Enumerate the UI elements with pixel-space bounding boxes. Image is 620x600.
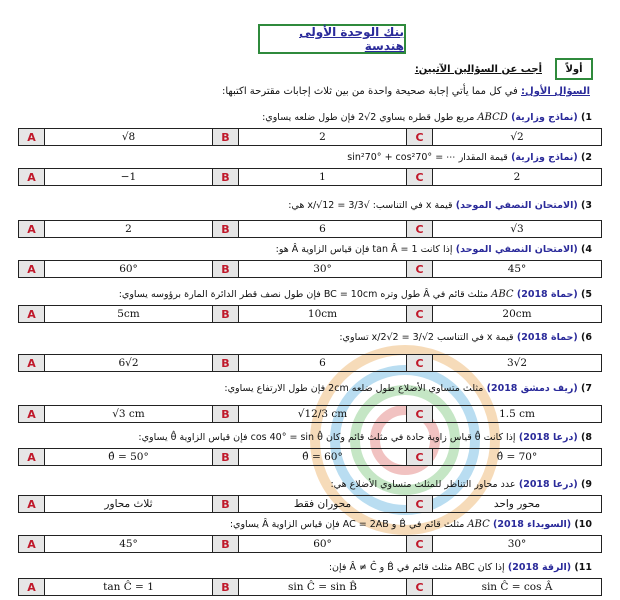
option-letter-b: B (213, 221, 239, 237)
option-value-b[interactable]: √12/3 cm (239, 406, 407, 422)
question-text: مثلث قائم في B̂ و AC = 2AB فإن قياس الزاوية Â يساوي: (229, 519, 468, 530)
option-value-c[interactable]: sin Ĉ = cos Â (481, 581, 553, 593)
question-text: إذا كانت tan Â = 1 فإن قياس الزاوية Â هو: (275, 244, 453, 255)
option-letter-a: A (19, 306, 45, 322)
option-letter-a: A (19, 579, 45, 595)
option-value-b[interactable]: محوران فقط (239, 496, 407, 512)
question-text: قيمة x في التناسب: √3/3 = x/√12 هي: (288, 200, 453, 211)
option-value-b[interactable]: θ̂ = 60° (239, 449, 407, 465)
option-letter-c: C (407, 406, 433, 422)
question-number: 4) (577, 244, 592, 255)
answer-row (18, 578, 602, 596)
option-value-a[interactable]: 5cm (45, 306, 213, 322)
option-letter-b: B (213, 406, 239, 422)
option-letter-a: A (19, 406, 45, 422)
option-letter-b: B (213, 579, 239, 595)
question-line (330, 477, 592, 493)
question-text: إذا كان ABC مثلث قائم في B̂ و Â ≠ Ĉ فإن: (328, 562, 505, 573)
question-text: مثلث متساوي الأضلاع طول ضلعه 2cm فإن طول الارتفاع يساوي: (224, 383, 484, 394)
question-source: (حماة 2018) (513, 332, 578, 343)
option-value-c[interactable]: θ̂ = 70° (496, 451, 538, 463)
option-value-c[interactable]: محور واحد (493, 498, 541, 510)
question-number: 11) (571, 562, 592, 573)
question-line (288, 198, 592, 214)
option-value-c[interactable]: 20cm (502, 308, 532, 320)
question-line (339, 330, 592, 346)
question-source: (السويداء 2018) (489, 519, 572, 530)
option-value-a[interactable]: θ̂ = 50° (45, 449, 213, 465)
option-letter-a: A (19, 129, 45, 145)
option-value-c[interactable]: √2 (510, 131, 524, 143)
question-text: مربع طول قطره يساوي 2√2 فإن طول ضلعه يساوي: (262, 112, 478, 123)
option-letter-c: C (407, 221, 433, 237)
question-one-heading (222, 86, 590, 97)
option-value-a[interactable]: −1 (45, 169, 213, 185)
question-number: 9) (577, 479, 592, 490)
option-value-a[interactable]: 45° (45, 536, 213, 552)
answer-row (18, 305, 602, 323)
option-letter-a: A (19, 496, 45, 512)
answer-row (18, 535, 602, 553)
question-text: عدد محاور التناظر للمثلث متساوي الأضلاع هي: (330, 479, 516, 490)
question-source: (حماة 2018) (513, 289, 578, 300)
option-value-b[interactable]: 1 (239, 169, 407, 185)
question-line (262, 110, 592, 126)
option-letter-c: C (407, 449, 433, 465)
question-text: قيمة المقدار ⋯ = sin²70° + cos²70° (347, 152, 508, 163)
option-value-b[interactable]: 2 (239, 129, 407, 145)
question-number: 8) (577, 432, 592, 443)
option-letter-c: C (407, 579, 433, 595)
option-value-b[interactable]: 6 (239, 221, 407, 237)
option-letter-c: C (407, 496, 433, 512)
question-number: 7) (577, 383, 592, 394)
question-text: إذا كانت θ̂ قياس زاوية حادة في مثلث قائم وكان cos 40° = sin θ̂ فإن قياس الزاوية θ̂ يساوي: (138, 432, 516, 443)
option-letter-b: B (213, 129, 239, 145)
question-text: مثلث قائم في Â طول وتره BC = 10cm فإن طول نصف قطر الدائرة المارة برؤوسه يساوي: (118, 289, 492, 300)
question-math: ABCD (477, 112, 508, 123)
question-number: 2) (577, 152, 592, 163)
option-value-c[interactable]: 1.5 cm (499, 408, 535, 420)
option-value-a[interactable]: tan Ĉ = 1 (45, 579, 213, 595)
option-letter-a: A (19, 169, 45, 185)
option-letter-a: A (19, 536, 45, 552)
answer-row (18, 495, 602, 513)
option-value-b[interactable]: sin Ĉ = sin B̂ (239, 579, 407, 595)
option-value-a[interactable]: ثلاث محاور (45, 496, 213, 512)
option-letter-c: C (407, 169, 433, 185)
option-letter-c: C (407, 306, 433, 322)
answer-row (18, 354, 602, 372)
option-letter-b: B (213, 449, 239, 465)
option-letter-c: C (407, 261, 433, 277)
option-value-c[interactable]: 2 (513, 171, 521, 183)
option-value-a[interactable]: 2 (45, 221, 213, 237)
option-value-b[interactable]: 6 (239, 355, 407, 371)
option-value-c[interactable]: 3√2 (506, 357, 528, 369)
question-line (119, 287, 592, 303)
question-line (224, 381, 592, 397)
question-source: (درعا 2018) (515, 479, 578, 490)
option-letter-b: B (213, 536, 239, 552)
question-number: 6) (577, 332, 592, 343)
option-value-a[interactable]: √3 cm (45, 406, 213, 422)
question-source: (الرقة 2018) (504, 562, 572, 573)
question-source: (الامتحان النصفي الموحد) (452, 244, 578, 255)
question-line (329, 560, 592, 576)
page-title: بنك الوحدة الأولى هندسة (258, 24, 406, 54)
question-line (276, 242, 592, 258)
question-source: (ريف دمشق 2018) (483, 383, 578, 394)
question-number: 10) (571, 519, 592, 530)
option-value-b[interactable]: 60° (239, 536, 407, 552)
option-letter-b: B (213, 355, 239, 371)
question-number: 5) (577, 289, 592, 300)
option-letter-a: A (19, 355, 45, 371)
question-line (347, 150, 592, 166)
option-letter-c: C (407, 129, 433, 145)
option-letter-b: B (213, 306, 239, 322)
question-number: 3) (577, 200, 592, 211)
question-math: ABC (491, 289, 514, 300)
option-letter-b: B (213, 261, 239, 277)
option-letter-b: B (213, 169, 239, 185)
option-letter-a: A (19, 221, 45, 237)
option-value-b[interactable]: 10cm (239, 306, 407, 322)
option-value-b[interactable]: 30° (239, 261, 407, 277)
answer-row (18, 220, 602, 238)
option-value-a[interactable]: √8 (45, 129, 213, 145)
question-line (230, 517, 592, 533)
option-letter-b: B (213, 496, 239, 512)
question-line (138, 430, 592, 446)
answer-row (18, 405, 602, 423)
question-math: ABC (467, 519, 490, 530)
answer-row (18, 448, 602, 466)
answer-row (18, 128, 602, 146)
option-letter-a: A (19, 261, 45, 277)
question-one-text: في كل مما يأتي إجابة صحيحة واحدة من بين ثلاث إجابات مقترحة اكتبها: (222, 86, 522, 97)
option-value-c[interactable]: √3 (510, 223, 524, 235)
instruction-text: أجب عن السؤالين الآتيين: (414, 64, 542, 75)
option-value-a[interactable]: 60° (45, 261, 213, 277)
question-source: (نماذج وزارية) (507, 152, 578, 163)
question-text: قيمة x في التناسب x/2√2 = 3/√2 تساوي: (339, 332, 514, 343)
option-letter-a: A (19, 449, 45, 465)
option-value-a[interactable]: 6√2 (45, 355, 213, 371)
question-source: (درعا 2018) (515, 432, 578, 443)
answer-row (18, 168, 602, 186)
option-value-c[interactable]: 30° (507, 538, 527, 550)
question-source: (نماذج وزارية) (507, 112, 578, 123)
answer-row (18, 260, 602, 278)
section-first-label: أولاً (555, 58, 593, 80)
question-source: (الامتحان النصفي الموحد) (452, 200, 578, 211)
question-number: 1) (577, 112, 592, 123)
option-value-c[interactable]: 45° (507, 263, 527, 275)
option-letter-c: C (407, 355, 433, 371)
question-one-label: السؤال الأول: (521, 86, 590, 97)
option-letter-c: C (407, 536, 433, 552)
